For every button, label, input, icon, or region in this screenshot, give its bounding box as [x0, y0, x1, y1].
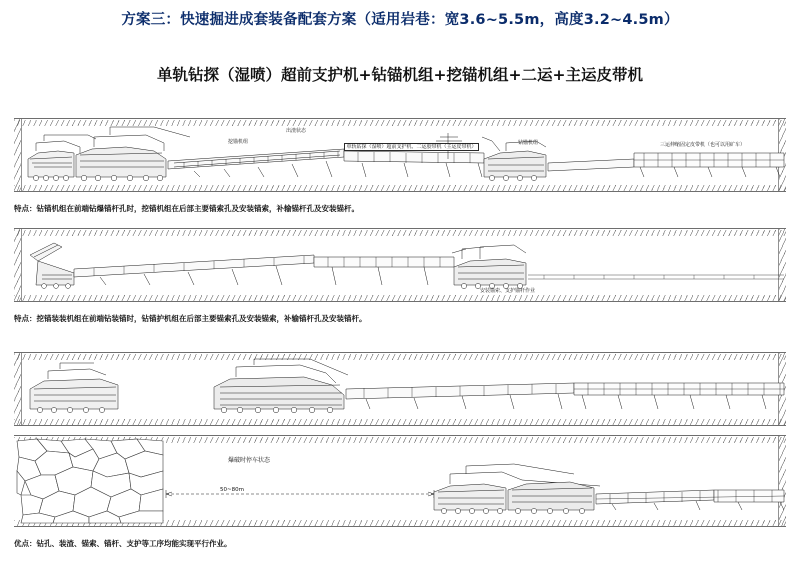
scene-3-equipment-train [14, 353, 786, 425]
scene-4-label-0: 爆破时停车状态 [228, 457, 271, 464]
scene-1-equipment-train [14, 119, 786, 191]
scene-1-caption: 特点：钻锚机组在前端钻爆锚杆孔时，挖锚机组在后部主要锚索孔及安装锚索，补输锚杆孔及安装锚杆。 [14, 204, 359, 213]
scene-4-equipment-train [14, 436, 786, 526]
scene-1-label-0: 出渣状态 [286, 128, 307, 134]
scene-1 [14, 118, 786, 192]
page-title: 方案三：快速掘进成套装备配套方案（适用岩巷：宽3.6~5.5m，高度3.2~4.5m） [121, 12, 679, 28]
scene-3 [14, 352, 786, 426]
scene-2-label-0: 安装锚索、支护锚杆作业 [480, 288, 536, 294]
scene-1-label-1: 单轨钻探（湿喷）超前支护机、二运胶带机（主运皮带机） [344, 143, 479, 151]
scene-2-equipment-train [14, 229, 786, 301]
scene-4-distance-label: 50~80m [220, 487, 244, 493]
page-subtitle: 单轨钻探（湿喷）超前支护机+钻锚机组+挖锚机组+二运+主运皮带机 [157, 66, 643, 84]
scene-4-caption: 优点：钻孔、装渣、锚索、锚杆、支护等工序均能实现平行作业。 [14, 539, 232, 548]
scene-4 [14, 435, 786, 527]
scene-1-label-2: 挖锚机组 [228, 139, 249, 145]
scene-1-label-4: 三运伸缩固定皮带机（也可以用矿车） [660, 142, 746, 148]
scene-2 [14, 228, 786, 302]
scene-1-label-3: 钻锚机组 [518, 140, 539, 146]
scene-2-caption: 特点：挖锚装装机组在前端钻装锚时，钻锚护机组在后部主要锚索孔及安装锚索，补输锚杆孔及安装锚杆。 [14, 314, 367, 323]
